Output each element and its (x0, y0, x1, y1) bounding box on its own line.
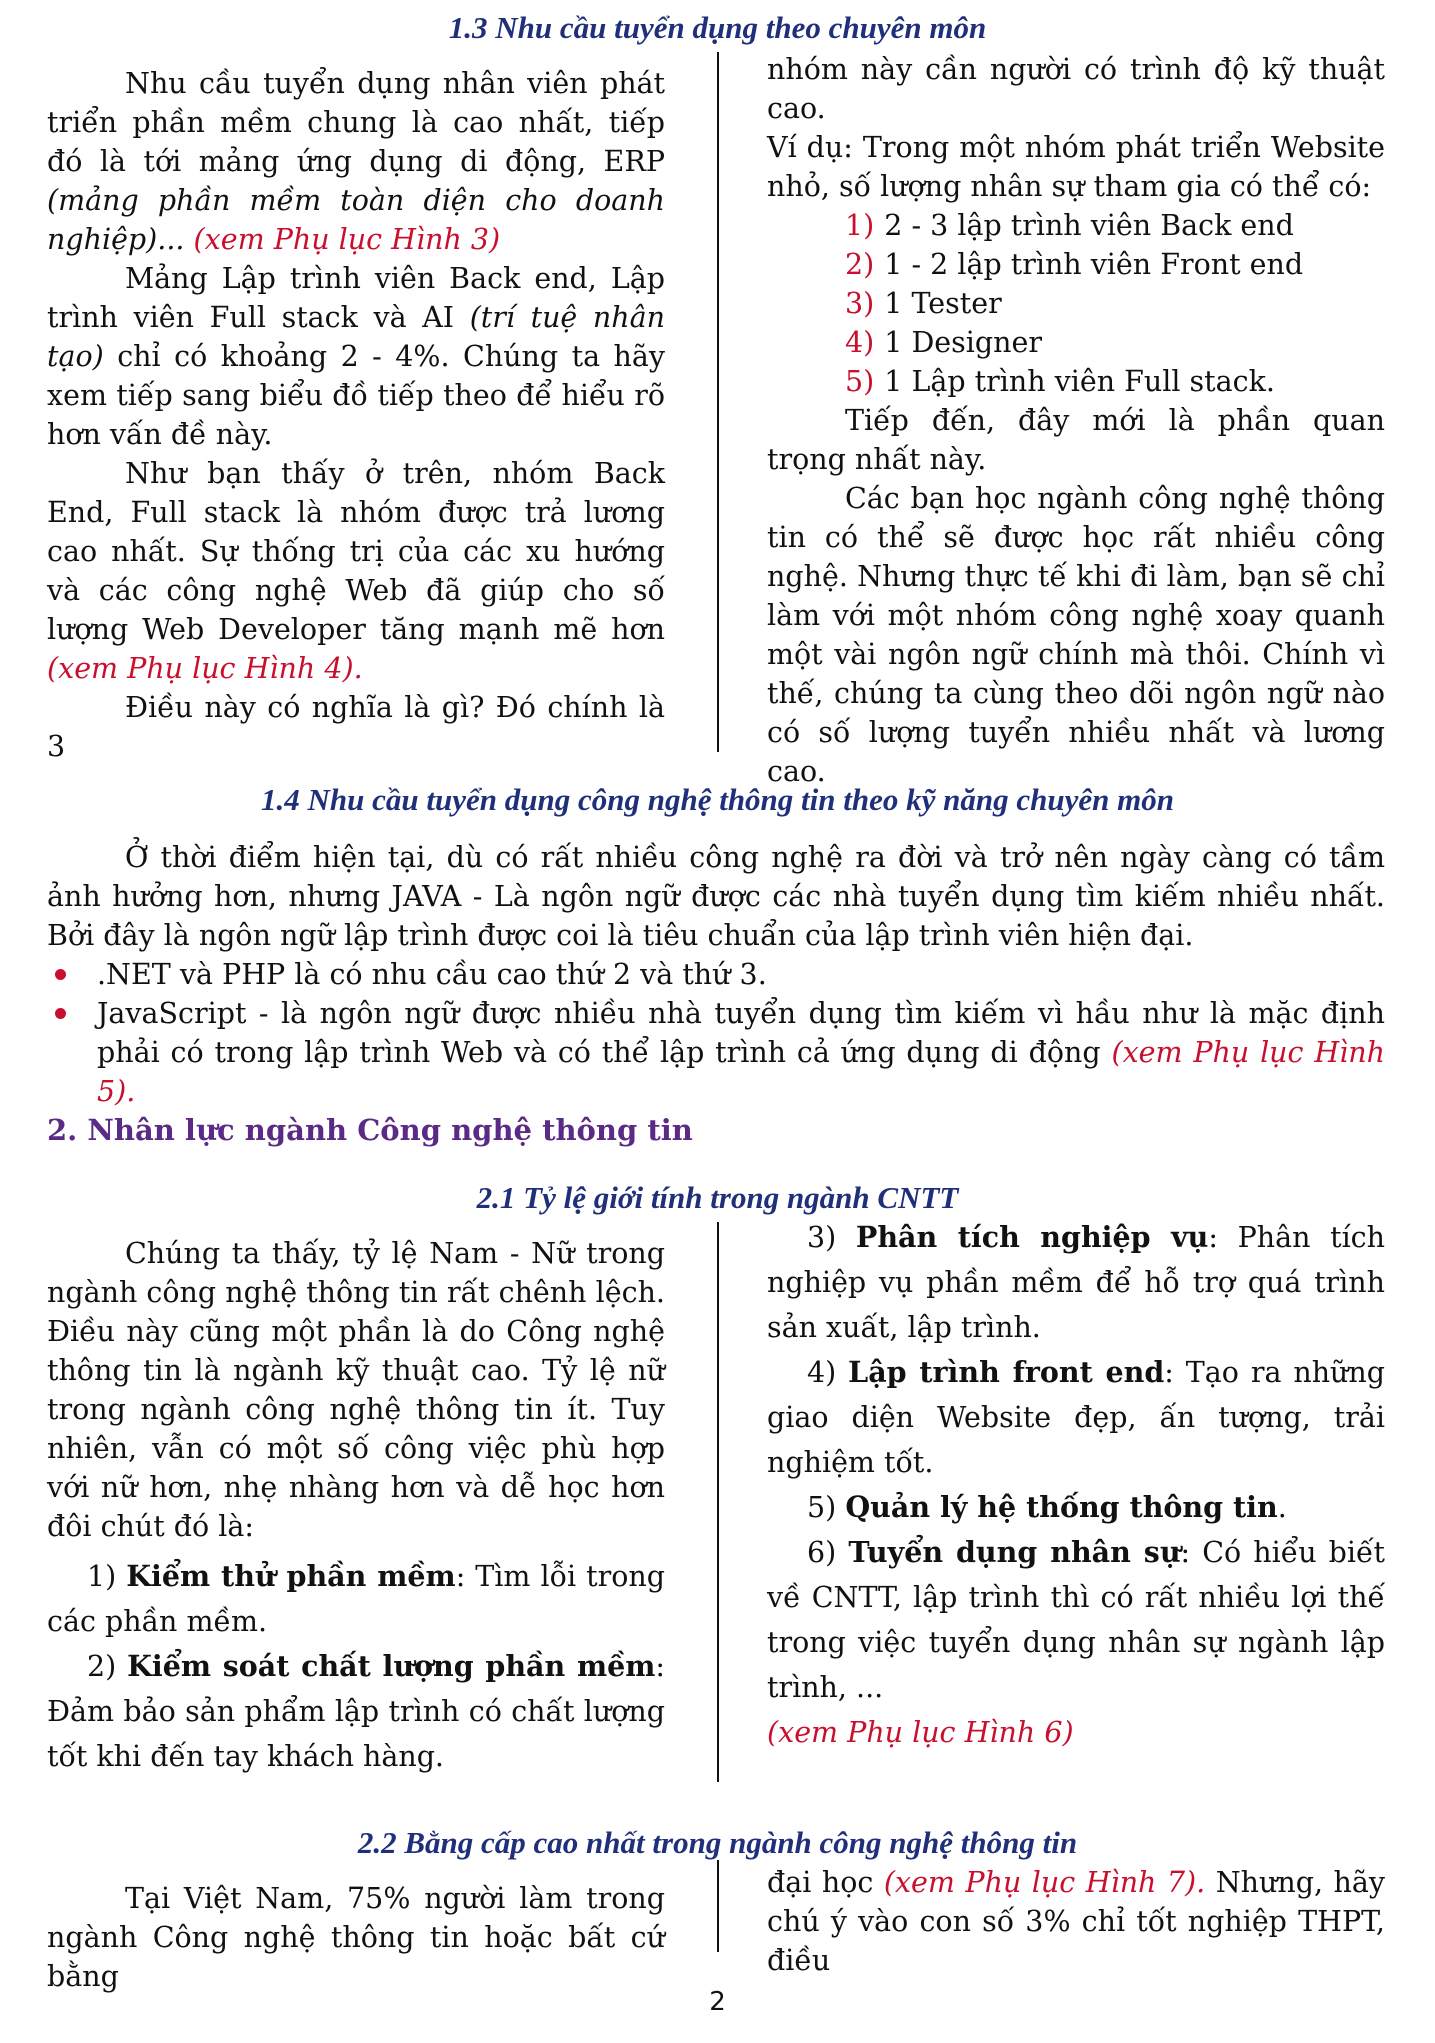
list-item: 4) 1 Designer (845, 326, 1043, 359)
job-item: 6) Tuyển dụng nhân sự: Có hiểu biết về CNTT, lập trình thì có rất nhiều lợi thế trong việc tuyển dụng nhân sự ngành lập trình, ... (767, 1535, 1386, 1704)
paragraph: Tiếp đến, đây mới là phần quan trọng nhất này. (767, 404, 1385, 476)
team-members-list (767, 206, 1385, 401)
paragraph: Như bạn thấy ở trên, nhóm Back End, Full stack là nhóm được trả lương cao nhất. Sự thống trị của các xu hướng và các công nghệ Web đã giúp cho số lượng Web Developer tăng mạnh mẽ hơn (xem Phụ lục Hình 4). (47, 457, 665, 685)
job-item: 2) Kiểm soát chất lượng phần mềm: Đảm bảo sản phẩm lập trình có chất lượng tốt khi đến tay khách hàng. (47, 1649, 665, 1773)
column-divider (717, 1860, 719, 1952)
list-item: 1) 2 - 3 lập trình viên Back end (845, 209, 1294, 242)
section-1-4-body (47, 838, 1385, 1111)
job-item: 5) Quản lý hệ thống thông tin. (807, 1490, 1287, 1524)
job-item: 1) Kiểm thử phần mềm: Tìm lỗi trong các phần mềm. (47, 1559, 665, 1638)
paragraph: nhóm này cần người có trình độ kỹ thuật cao. (767, 53, 1385, 125)
section-1-3-title: 1.3 Nhu cầu tuyển dụng theo chuyên môn (448, 10, 987, 45)
job-item: 3) Phân tích nghiệp vụ: Phân tích nghiệp vụ phần mềm để hỗ trợ quá trình sản xuất, lập trình. (767, 1220, 1385, 1344)
bullet-icon (55, 969, 66, 980)
paragraph: Chúng ta thấy, tỷ lệ Nam - Nữ trong ngành công nghệ thông tin rất chênh lệch. Điều này cũng một phần là do Công nghệ thông tin là ngành kỹ thuật cao. Tỷ lệ nữ trong ngành công nghệ thông tin ít. Tuy nhiên, vẫn có một số công việc phù hợp với nữ hơn, nhẹ nhàng hơn và dễ học hơn đôi chút đó là: (47, 1237, 665, 1543)
section-1-4-title: 1.4 Nhu cầu tuyển dụng công nghệ thông tin theo kỹ năng chuyên môn (261, 782, 1174, 817)
paragraph: đại học (xem Phụ lục Hình 7). Nhưng, hãy chú ý vào con số 3% chỉ tốt nghiệp THPT, điều (767, 1866, 1385, 1977)
page-number: 2 (709, 1987, 726, 2017)
paragraph: Điều này có nghĩa là gì? Đó chính là 3 (47, 691, 665, 763)
section-1-3-right-column (767, 50, 1385, 791)
column-divider (717, 52, 719, 752)
paragraph: Các bạn học ngành công nghệ thông tin có thể sẽ được học rất nhiều công nghệ. Nhưng thực tế khi đi làm, bạn sẽ chỉ làm với một nhóm công nghệ xoay quanh một vài ngôn ngữ chính mà thôi. Chính vì thế, chúng ta cùng theo dõi ngôn ngữ nào có số lượng tuyển nhiều nhất và lương cao. (767, 482, 1385, 788)
list-item: 2) 1 - 2 lập trình viên Front end (845, 248, 1304, 281)
bullet-icon (55, 1008, 66, 1019)
section-2-1-left-column (47, 1234, 665, 1779)
section-2-1-title: 2.1 Tỷ lệ giới tính trong ngành CNTT (476, 1180, 959, 1215)
bullet-item: .NET và PHP là có nhu cầu cao thứ 2 và thứ 3. (47, 955, 1385, 994)
figure-reference-link[interactable]: (xem Phụ lục Hình 5). (97, 1036, 1386, 1108)
section-2-heading: 2. Nhân lực ngành Công nghệ thông tin (47, 1113, 693, 1147)
paragraph: Tại Việt Nam, 75% người làm trong ngành Công nghệ thông tin hoặc bất cứ bằng (47, 1882, 665, 1993)
figure-reference-link[interactable]: (xem Phụ lục Hình 3) (193, 223, 501, 256)
list-item: 5) 1 Lập trình viên Full stack. (845, 365, 1275, 398)
job-item: 4) Lập trình front end: Tạo ra những giao diện Website đẹp, ấn tượng, trải nghiệm tốt. (767, 1355, 1385, 1479)
section-2-2-left-column (47, 1879, 665, 1996)
section-2-2-title: 2.2 Bằng cấp cao nhất trong ngành công nghệ thông tin (357, 1825, 1078, 1860)
column-divider (717, 1222, 719, 1782)
list-item: 3) 1 Tester (845, 287, 1002, 320)
figure-reference-link[interactable]: (xem Phụ lục Hình 4). (47, 652, 363, 685)
bullet-item: JavaScript - là ngôn ngữ được nhiều nhà tuyển dụng tìm kiếm vì hầu như là mặc định phải có trong lập trình Web và có thể lập trình cả ứng dụng di động (xem Phụ lục Hình 5). (47, 994, 1385, 1111)
section-2-1-right-column (767, 1215, 1385, 1755)
section-1-3-left-column (47, 64, 665, 766)
section-2-2-right-column (767, 1863, 1385, 1980)
paragraph: Ví dụ: Trong một nhóm phát triển Website nhỏ, số lượng nhân sự tham gia có thể có: (767, 131, 1385, 203)
figure-reference-link[interactable]: (xem Phụ lục Hình 6) (767, 1716, 1074, 1749)
paragraph: Nhu cầu tuyển dụng nhân viên phát triển phần mềm chung là cao nhất, tiếp đó là tới mảng ứng dụng di động, ERP (mảng phần mềm toàn diện cho doanh nghiệp)... (xem Phụ lục Hình 3) (47, 67, 665, 256)
figure-reference-link[interactable]: (xem Phụ lục Hình 7). (883, 1866, 1206, 1899)
bullet-list (47, 955, 1385, 1111)
paragraph: Ở thời điểm hiện tại, dù có rất nhiều công nghệ ra đời và trở nên ngày càng có tầm ảnh hưởng hơn, nhưng JAVA - Là ngôn ngữ được các nhà tuyển dụng tìm kiếm nhiều nhất. Bởi đây là ngôn ngữ lập trình được coi là tiêu chuẩn của lập trình viên hiện đại. (47, 841, 1385, 952)
paragraph: Mảng Lập trình viên Back end, Lập trình viên Full stack và AI (trí tuệ nhân tạo) chỉ có khoảng 2 - 4%. Chúng ta hãy xem tiếp sang biểu đồ tiếp theo để hiểu rõ hơn vấn đề này. (47, 262, 665, 451)
